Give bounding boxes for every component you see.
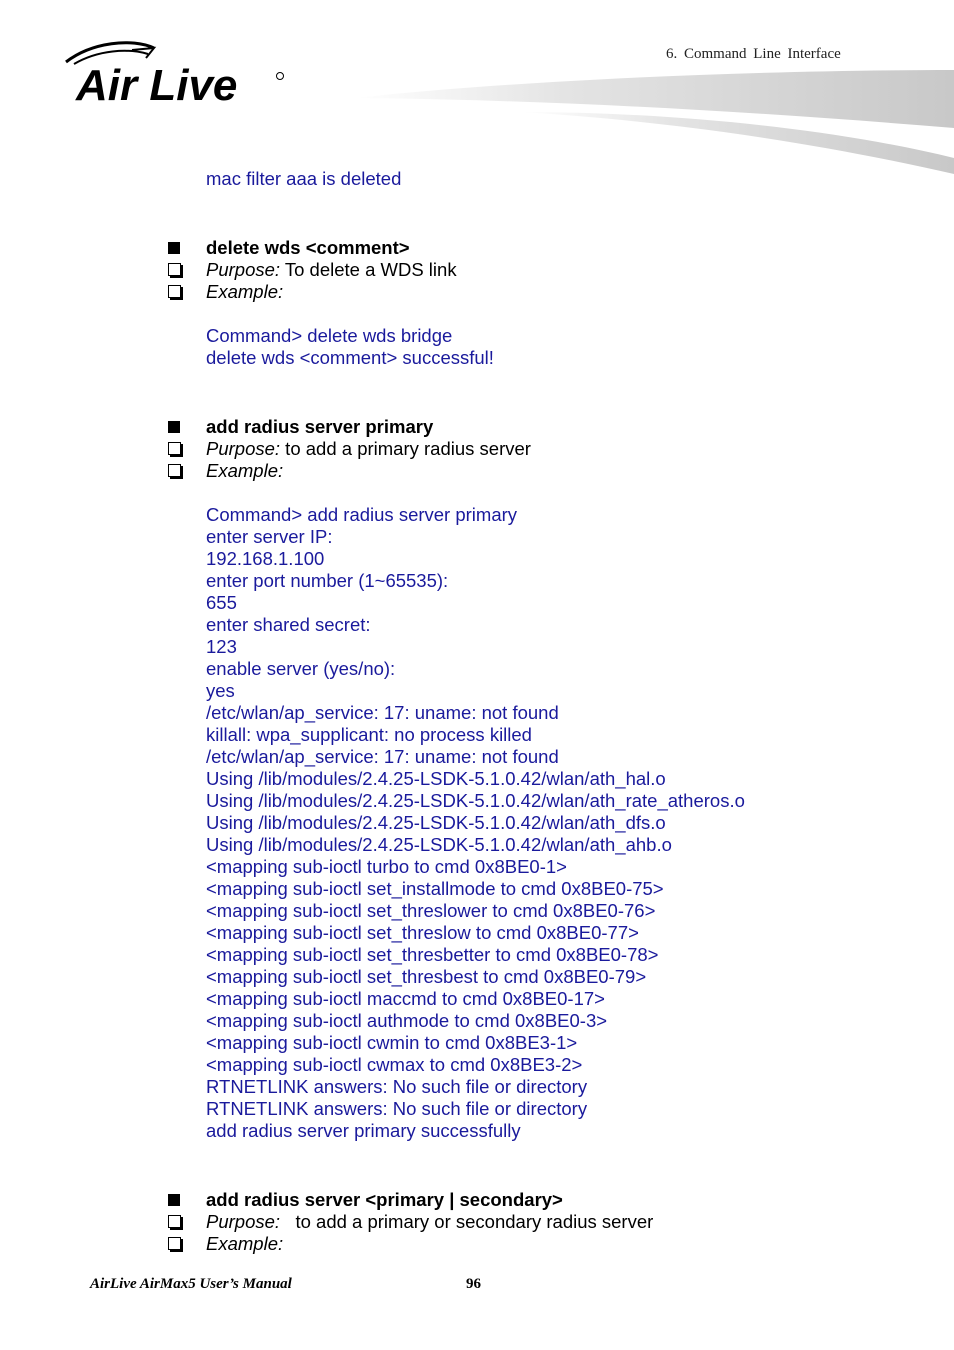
command-heading: add radius server primary [206,416,434,437]
example-label: Example: [206,281,284,302]
hollow-square-bullet-icon [168,442,181,455]
hollow-square-bullet-icon [168,1215,181,1228]
code-line: Command> delete wds bridge [206,325,453,346]
purpose-text: To delete a WDS link [280,259,457,280]
code-line: delete wds <comment> successful! [206,347,494,368]
airlive-logo [62,40,292,110]
code-line: <mapping sub-ioctl cwmin to cmd 0x8BE3-1> [206,1032,578,1053]
code-line: Using /lib/modules/2.4.25-LSDK-5.1.0.42/wlan/ath_rate_atheros.o [206,790,745,811]
example-line [206,1233,283,1255]
hollow-square-bullet-icon [168,464,181,477]
svg-text:Air Live: Air Live [76,61,238,110]
purpose-label: Purpose: [206,1211,281,1232]
purpose-label: Purpose: [206,259,281,280]
code-line: enter shared secret: [206,614,371,635]
chapter-title: 6. Command Line Interface [666,46,841,62]
code-line: add radius server primary successfully [206,1120,521,1141]
hollow-square-bullet-icon [168,1237,181,1250]
filled-square-bullet-icon [168,242,180,254]
code-line: RTNETLINK answers: No such file or directory [206,1076,588,1097]
code-line: /etc/wlan/ap_service: 17: uname: not found [206,746,559,767]
example-line [206,460,283,482]
code-line: yes [206,680,235,701]
code-line: <mapping sub-ioctl set_installmode to cmd 0x8BE0-75> [206,878,664,899]
purpose-line [206,438,531,460]
code-line: 655 [206,592,237,613]
code-line: <mapping sub-ioctl set_thresbetter to cmd 0x8BE0-78> [206,944,659,965]
code-line: 192.168.1.100 [206,548,325,569]
footer-page-number: 96 [466,1276,481,1292]
code-line: /etc/wlan/ap_service: 17: uname: not found [206,702,559,723]
code-line: enable server (yes/no): [206,658,396,679]
footer-manual-title: AirLive AirMax5 User’s Manual [90,1276,292,1292]
code-line: <mapping sub-ioctl set_threslow to cmd 0x8BE0-77> [206,922,639,943]
code-line: Using /lib/modules/2.4.25-LSDK-5.1.0.42/wlan/ath_dfs.o [206,812,666,833]
code-line: <mapping sub-ioctl turbo to cmd 0x8BE0-1> [206,856,567,877]
hollow-square-bullet-icon [168,263,181,276]
code-line: mac filter aaa is deleted [206,168,402,189]
code-line: RTNETLINK answers: No such file or directory [206,1098,588,1119]
code-line: <mapping sub-ioctl set_thresbest to cmd 0x8BE0-79> [206,966,647,987]
code-line: <mapping sub-ioctl maccmd to cmd 0x8BE0-17> [206,988,605,1009]
purpose-line [206,1211,653,1233]
example-label: Example: [206,1233,284,1254]
code-line: killall: wpa_supplicant: no process killed [206,724,532,745]
filled-square-bullet-icon [168,1194,180,1206]
code-line: enter server IP: [206,526,333,547]
code-line: 123 [206,636,237,657]
code-line: Using /lib/modules/2.4.25-LSDK-5.1.0.42/wlan/ath_hal.o [206,768,666,789]
purpose-line [206,259,457,281]
purpose-text: to add a primary radius server [280,438,531,459]
code-line: enter port number (1~65535): [206,570,449,591]
command-heading: add radius server <primary | secondary> [206,1189,563,1210]
code-line: <mapping sub-ioctl cwmax to cmd 0x8BE3-2> [206,1054,583,1075]
code-line: Command> add radius server primary [206,504,518,525]
example-line [206,281,283,303]
example-label: Example: [206,460,284,481]
purpose-label: Purpose: [206,438,281,459]
code-line: Using /lib/modules/2.4.25-LSDK-5.1.0.42/wlan/ath_ahb.o [206,834,672,855]
code-line: <mapping sub-ioctl set_threslower to cmd 0x8BE0-76> [206,900,656,921]
code-line: <mapping sub-ioctl authmode to cmd 0x8BE0-3> [206,1010,608,1031]
purpose-text: to add a primary or secondary radius server [280,1211,654,1232]
command-heading: delete wds <comment> [206,237,410,258]
hollow-square-bullet-icon [168,285,181,298]
filled-square-bullet-icon [168,421,180,433]
